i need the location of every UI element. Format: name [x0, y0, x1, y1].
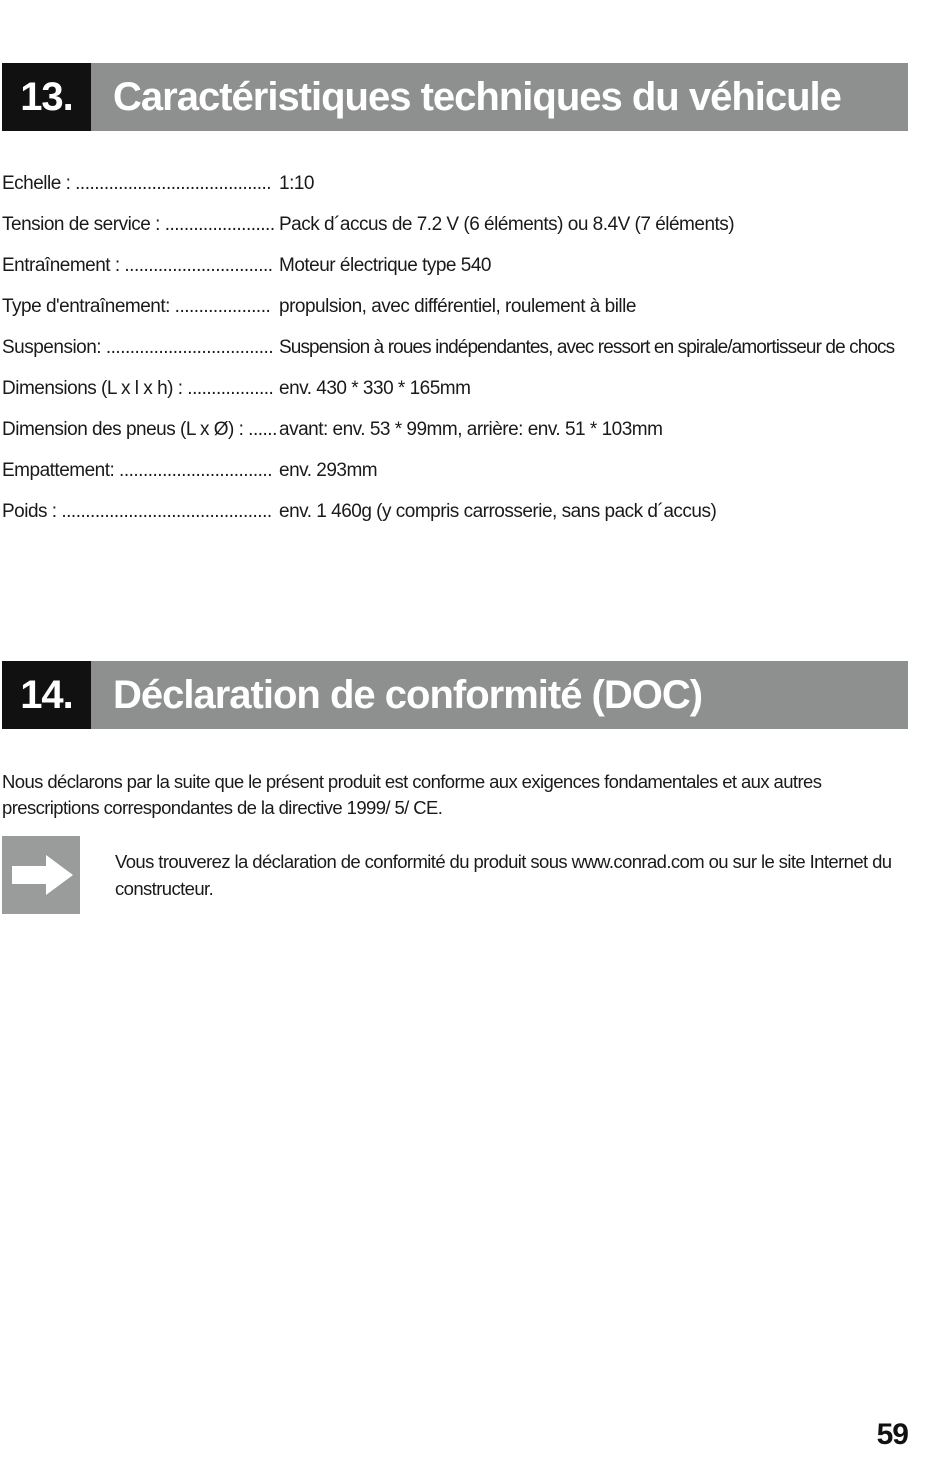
- spec-value: propulsion, avec différentiel, roulement à bille: [279, 295, 636, 317]
- spec-row-scale: [2, 163, 912, 204]
- spec-label: Dimension des pneus (L x Ø) : ......: [2, 418, 277, 440]
- spec-label: Tension de service : .......................: [2, 213, 275, 235]
- section-14-title: Déclaration de conformité (DOC): [91, 661, 908, 729]
- spec-row-wheelbase: [2, 450, 912, 491]
- spec-value: Suspension à roues indépendantes, avec ressort en spirale/amortisseur de chocs: [279, 336, 895, 358]
- spec-row-suspension: [2, 327, 912, 368]
- spec-label: Dimensions (L x l x h) : ..................: [2, 377, 274, 399]
- page-number: 59: [876, 1418, 908, 1451]
- spec-label: Poids : ............................................: [2, 500, 272, 522]
- arrow-right-icon: [2, 836, 80, 914]
- spec-value: env. 430 * 330 * 165mm: [279, 377, 471, 399]
- spec-label: Suspension: ...................................: [2, 336, 274, 358]
- section-14-number: 14.: [2, 661, 91, 729]
- spec-row-tires: [2, 409, 912, 450]
- section-13-title: Caractéristiques techniques du véhicule: [91, 63, 908, 131]
- spec-label: Entraînement : ...............................: [2, 254, 273, 276]
- spec-value: avant: env. 53 * 99mm, arrière: env. 51 * 103mm: [279, 418, 663, 440]
- specs-list: [2, 163, 912, 532]
- spec-label: Echelle : .........................................: [2, 172, 272, 194]
- spec-row-voltage: [2, 204, 912, 245]
- spec-label: Empattement: ................................: [2, 459, 272, 481]
- spec-label: Type d'entraînement: ....................: [2, 295, 271, 317]
- spec-value: Moteur électrique type 540: [279, 254, 491, 276]
- spec-value: Pack d´accus de 7.2 V (6 éléments) ou 8.4V (7 éléments): [279, 213, 735, 235]
- spec-row-drive: [2, 245, 912, 286]
- spec-value: env. 1 460g (y compris carrosserie, sans pack d´accus): [279, 500, 717, 522]
- spec-value: env. 293mm: [279, 459, 378, 481]
- spec-row-weight: [2, 491, 912, 532]
- spec-row-drive-type: [2, 286, 912, 327]
- section-13-number: 13.: [2, 63, 91, 131]
- section-14-header: [2, 661, 908, 729]
- spec-row-dimensions: [2, 368, 912, 409]
- conformity-note: Vous trouverez la déclaration de conformité du produit sous www.conrad.com ou sur le site Internet du constructeur.: [115, 851, 892, 899]
- section-13-header: [2, 63, 908, 131]
- conformity-paragraph: Nous déclarons par la suite que le présent produit est conforme aux exigences fondamentales et aux autres prescriptions correspondantes de la directive 1999/ 5/ CE.: [2, 771, 822, 818]
- spec-value: 1:10: [279, 172, 314, 194]
